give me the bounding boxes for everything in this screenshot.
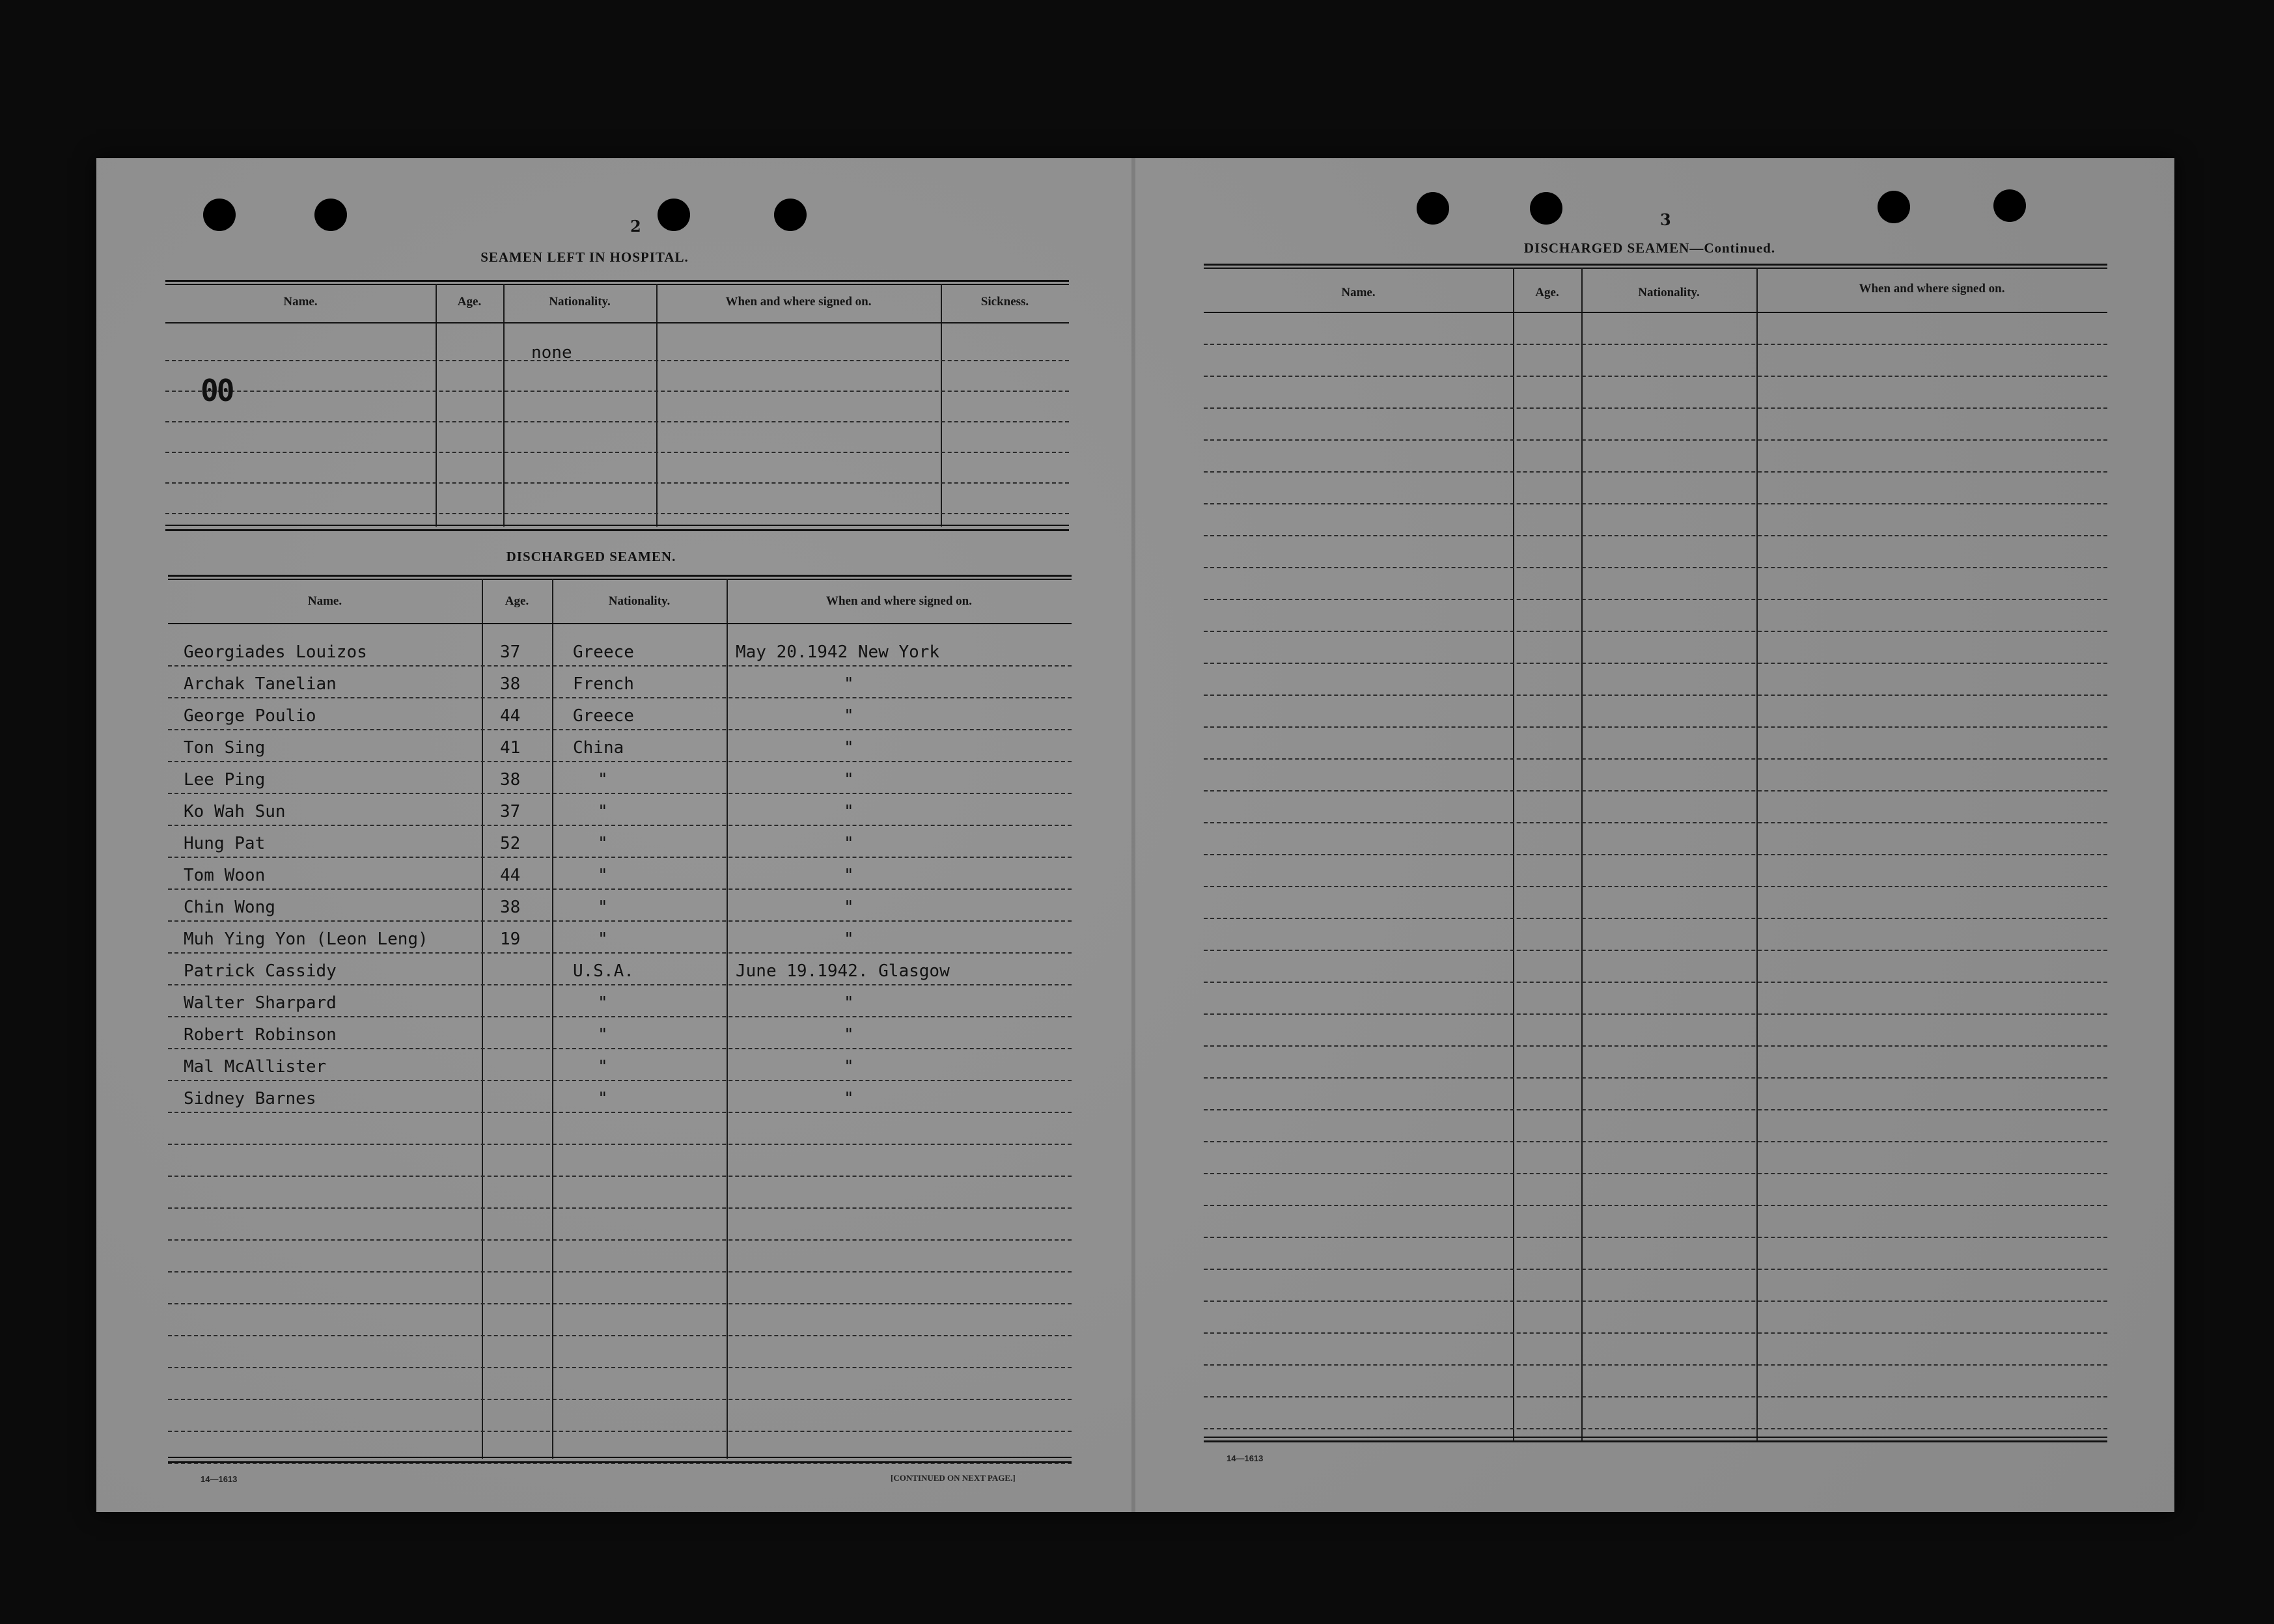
row-nationality: Greece — [573, 706, 634, 726]
row-signed-on: June 19.1942. Glasgow — [736, 961, 950, 981]
ruled-line — [168, 1367, 1072, 1368]
ruled-line — [1204, 631, 2107, 632]
row-age: 38 — [500, 674, 521, 694]
row-name: Ko Wah Sun — [184, 802, 286, 821]
row-name: Tom Woon — [184, 866, 266, 885]
col-header-nationality: Nationality. — [1638, 286, 1700, 299]
row-nationality: " — [598, 1089, 608, 1108]
col-header-signed-on: When and where signed on. — [725, 295, 872, 309]
ruled-line — [168, 1112, 1072, 1113]
row-signed-on: " — [844, 993, 854, 1013]
page-number: 2 — [630, 217, 641, 236]
right-page — [1135, 158, 2174, 1512]
row-nationality: China — [573, 738, 624, 758]
row-nationality: " — [598, 866, 608, 885]
continued-note: [CONTINUED ON NEXT PAGE.] — [891, 1473, 1016, 1483]
row-signed-on: " — [844, 929, 854, 949]
table-bottom-rule — [165, 525, 1069, 526]
row-signed-on: " — [844, 738, 854, 758]
table-top-rule — [168, 579, 1072, 580]
row-name: Muh Ying Yon (Leon Leng) — [184, 929, 428, 949]
ruled-line — [168, 793, 1072, 794]
ruled-line — [168, 920, 1072, 922]
ruled-line — [1204, 1332, 2107, 1334]
ruled-line — [168, 1207, 1072, 1209]
row-nationality: U.S.A. — [573, 961, 634, 981]
ruled-line — [168, 1239, 1072, 1241]
table-top-rule — [1204, 264, 2107, 266]
row-nationality: " — [598, 929, 608, 949]
col-header-age: Age. — [1535, 286, 1559, 299]
row-nationality: " — [598, 1025, 608, 1045]
header-rule — [168, 623, 1072, 624]
col-header-sickness: Sickness. — [980, 295, 1029, 309]
row-nationality: " — [598, 802, 608, 821]
ruled-line — [1204, 1237, 2107, 1238]
row-name: Ton Sing — [184, 738, 266, 758]
ruled-line — [1204, 695, 2107, 696]
row-name: Lee Ping — [184, 770, 266, 790]
ruled-line — [1204, 1173, 2107, 1174]
row-signed-on: " — [844, 802, 854, 821]
ruled-line — [1204, 599, 2107, 600]
table-bottom-rule — [168, 1457, 1072, 1458]
row-signed-on: " — [844, 1089, 854, 1108]
row-signed-on: " — [844, 898, 854, 917]
col-header-name: Name. — [307, 594, 342, 608]
row-name: Hung Pat — [184, 834, 266, 853]
discharged-section-title: DISCHARGED SEAMEN. — [506, 549, 676, 564]
table-bottom-rule — [168, 1461, 1072, 1463]
table-bottom-rule — [1204, 1440, 2107, 1442]
table-top-rule — [168, 575, 1072, 577]
ruled-line — [1204, 822, 2107, 823]
ruled-line — [1204, 1301, 2107, 1302]
punch-hole — [658, 199, 690, 231]
row-age: 52 — [500, 834, 521, 853]
punch-hole — [314, 199, 347, 231]
scanned-document — [96, 158, 2174, 1512]
column-divider — [727, 579, 728, 1459]
column-divider — [503, 284, 505, 527]
form-number: 14—1613 — [201, 1474, 238, 1484]
ruled-line — [1204, 726, 2107, 728]
ruled-line — [1204, 1205, 2107, 1206]
column-divider — [552, 579, 553, 1459]
ruled-line — [168, 1016, 1072, 1017]
table-top-rule — [1204, 268, 2107, 269]
row-name: George Poulio — [184, 706, 316, 726]
row-age: 38 — [500, 898, 521, 917]
ruled-line — [1204, 1013, 2107, 1015]
row-signed-on: May 20.1942 New York — [736, 642, 940, 662]
ruled-line — [168, 984, 1072, 985]
ruled-line — [168, 888, 1072, 890]
col-header-age: Age. — [505, 594, 529, 608]
row-nationality: " — [598, 993, 608, 1013]
ruled-line — [1204, 376, 2107, 377]
ruled-line — [1204, 1109, 2107, 1110]
row-nationality: " — [598, 898, 608, 917]
ruled-line — [168, 1176, 1072, 1177]
ruled-line — [1204, 1364, 2107, 1366]
header-rule — [165, 322, 1069, 323]
col-header-name: Name. — [283, 295, 318, 309]
row-signed-on: " — [844, 770, 854, 790]
column-divider — [436, 284, 437, 527]
ruled-line — [1204, 407, 2107, 409]
ruled-line — [168, 1335, 1072, 1336]
ruled-line — [1204, 1045, 2107, 1047]
row-nationality: " — [598, 834, 608, 853]
ruled-line — [1204, 663, 2107, 664]
row-age: 37 — [500, 802, 521, 821]
header-rule — [1204, 312, 2107, 313]
col-header-age: Age. — [457, 295, 482, 309]
row-nationality: French — [573, 674, 634, 694]
ruled-line — [165, 513, 1069, 514]
ruled-line — [1204, 1077, 2107, 1079]
row-signed-on: " — [844, 1057, 854, 1077]
punch-hole — [1530, 192, 1562, 225]
ruled-line — [1204, 918, 2107, 919]
ruled-line — [1204, 471, 2107, 473]
table-bottom-rule — [165, 529, 1069, 531]
table-bottom-rule — [1204, 1437, 2107, 1438]
row-signed-on: " — [844, 1025, 854, 1045]
col-header-nationality: Nationality. — [549, 295, 611, 309]
punch-hole — [1878, 191, 1910, 223]
ruled-line — [165, 391, 1069, 392]
table-top-rule — [165, 284, 1069, 285]
ruled-line — [165, 360, 1069, 361]
ruled-line — [1204, 344, 2107, 345]
column-divider — [941, 284, 942, 527]
ruled-line — [168, 697, 1072, 698]
ruled-line — [1204, 503, 2107, 504]
col-header-signed-on: When and where signed on. — [1859, 282, 2005, 296]
ruled-line — [1204, 790, 2107, 791]
ruled-line — [1204, 950, 2107, 951]
ruled-line — [168, 729, 1072, 730]
punch-hole — [203, 199, 236, 231]
col-header-name: Name. — [1341, 286, 1376, 299]
table-top-rule — [165, 280, 1069, 282]
row-signed-on: " — [844, 674, 854, 694]
row-name: Sidney Barnes — [184, 1089, 316, 1108]
ruled-line — [168, 665, 1072, 667]
row-name: Robert Robinson — [184, 1025, 337, 1045]
row-name: Mal McAllister — [184, 1057, 327, 1077]
column-divider — [482, 579, 483, 1459]
row-age: 41 — [500, 738, 521, 758]
col-header-signed-on: When and where signed on. — [825, 594, 972, 608]
column-divider — [656, 284, 658, 527]
ruled-line — [1204, 1428, 2107, 1429]
row-name: Chin Wong — [184, 898, 275, 917]
ruled-line — [168, 1303, 1072, 1304]
handwritten-stamp: 00 — [201, 373, 233, 408]
row-age: 19 — [500, 929, 521, 949]
row-signed-on: " — [844, 834, 854, 853]
form-number: 14—1613 — [1227, 1453, 1264, 1463]
col-header-nationality: Nationality. — [608, 594, 671, 608]
ruled-line — [1204, 1396, 2107, 1397]
punch-hole — [1417, 192, 1449, 225]
row-name: Archak Tanelian — [184, 674, 337, 694]
punch-hole — [1993, 189, 2026, 222]
row-name: Walter Sharpard — [184, 993, 337, 1013]
ruled-line — [168, 1431, 1072, 1432]
row-signed-on: " — [844, 866, 854, 885]
punch-hole — [774, 199, 807, 231]
ruled-line — [168, 1399, 1072, 1400]
ruled-line — [168, 1080, 1072, 1081]
ruled-line — [168, 825, 1072, 826]
row-nationality: " — [598, 770, 608, 790]
ruled-line — [168, 761, 1072, 762]
ruled-line — [168, 1048, 1072, 1049]
ruled-line — [168, 1144, 1072, 1145]
ruled-line — [1204, 886, 2107, 887]
ruled-line — [1204, 854, 2107, 855]
hospital-nationality-entry: none — [531, 343, 572, 363]
ruled-line — [168, 857, 1072, 858]
row-age: 37 — [500, 642, 521, 662]
hospital-section-title: SEAMEN LEFT IN HOSPITAL. — [480, 249, 689, 265]
ruled-line — [1204, 1269, 2107, 1270]
ruled-line — [1204, 567, 2107, 568]
discharged-continued-title: DISCHARGED SEAMEN—Continued. — [1523, 240, 1776, 256]
ruled-line — [1204, 439, 2107, 441]
row-name: Patrick Cassidy — [184, 961, 337, 981]
row-age: 44 — [500, 706, 521, 726]
row-signed-on: " — [844, 706, 854, 726]
ruled-line — [165, 482, 1069, 484]
ruled-line — [1204, 535, 2107, 536]
ruled-line — [168, 1271, 1072, 1273]
ruled-line — [1204, 1141, 2107, 1142]
row-age: 38 — [500, 770, 521, 790]
row-name: Georgiades Louizos — [184, 642, 367, 662]
ruled-line — [165, 421, 1069, 422]
ruled-line — [1204, 982, 2107, 983]
ruled-line — [165, 452, 1069, 453]
page-number: 3 — [1660, 210, 1671, 229]
ruled-line — [168, 952, 1072, 954]
left-page — [96, 158, 1135, 1512]
row-nationality: Greece — [573, 642, 634, 662]
row-nationality: " — [598, 1057, 608, 1077]
row-age: 44 — [500, 866, 521, 885]
ruled-line — [1204, 758, 2107, 760]
